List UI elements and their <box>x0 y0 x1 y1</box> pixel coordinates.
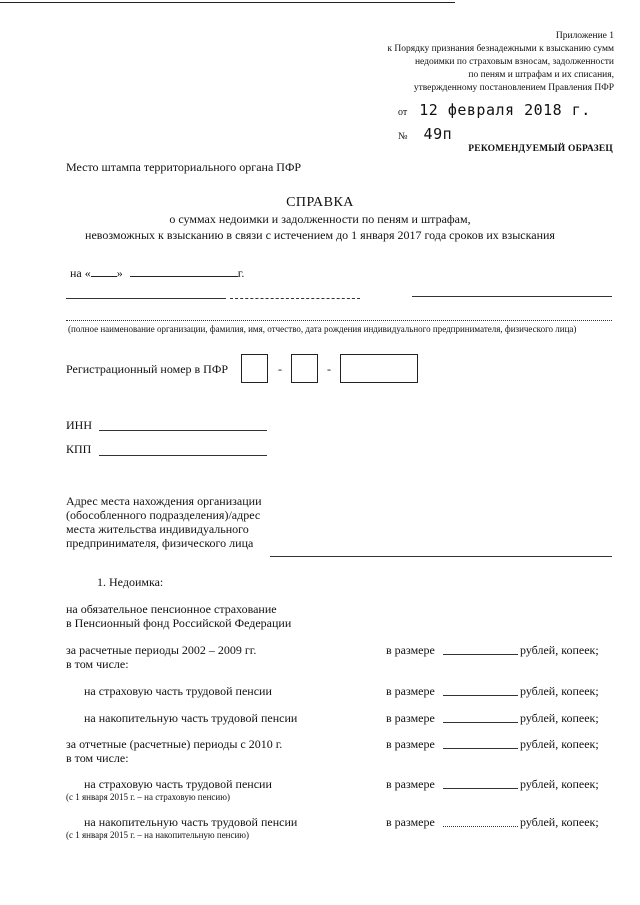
periods-2010-label <box>66 737 282 765</box>
section-heading: 1. Недоимка: <box>97 575 164 589</box>
amount-suffix: рублей, копеек; <box>520 643 599 657</box>
document-subtitle-line: о суммах недоимки и задолженности по пеням и штрафам, <box>169 212 471 226</box>
month-year-field[interactable] <box>130 265 238 277</box>
amount-prefix: в размере <box>386 684 435 698</box>
row-label-line: за отчетные (расчетные) периоды с 2010 г. <box>66 737 283 751</box>
as-of-quote: » <box>116 266 123 280</box>
document-subtitle-line: невозможных к взысканию в связи с истечением до 1 января 2017 года сроков их взыскания <box>85 228 555 242</box>
amount-suffix: рублей, копеек; <box>520 815 599 829</box>
appendix-line: утвержденному постановлением Правления ПФР <box>413 83 614 93</box>
appendix-line: по пеням и штрафам и их списания, <box>468 70 614 80</box>
amount-field-2010[interactable] <box>443 748 518 749</box>
fullname-line[interactable] <box>66 298 226 299</box>
fullname-line[interactable] <box>230 298 360 299</box>
row-label-line: в том числе: <box>66 657 129 671</box>
amount-prefix: в размере <box>386 737 435 751</box>
amount-suffix: рублей, копеек; <box>520 737 599 751</box>
insurance-part-note: (с 1 января 2015 г. – на страховую пенсию) <box>66 792 230 802</box>
amount-field-insurance-2010[interactable] <box>443 788 518 789</box>
amount-field-insurance-2002[interactable] <box>443 695 518 696</box>
sample-label: РЕКОМЕНДУЕМЫЙ ОБРАЗЕЦ <box>468 144 613 154</box>
insurance-part-label: на страховую часть трудовой пенсии <box>84 777 272 791</box>
inn-label: ИНН <box>66 418 92 432</box>
amount-field-funded-2010[interactable] <box>443 826 518 827</box>
reg-number-box-3[interactable] <box>340 354 418 383</box>
address-label <box>66 494 262 550</box>
row-label-line: за расчетные периоды 2002 – 2009 гг. <box>66 643 257 657</box>
decree-date-value: 12 февраля 2018 г. <box>419 101 591 119</box>
decree-number-prefix: № <box>398 131 408 142</box>
appendix-line: Приложение 1 <box>555 31 614 41</box>
as-of-prefix: на « <box>70 266 91 280</box>
reg-number-box-1[interactable] <box>241 354 268 383</box>
reg-number-box-2[interactable] <box>291 354 318 383</box>
kpp-label: КПП <box>66 442 92 456</box>
fullname-caption: (полное наименование организации, фамилия, имя, отчество, дата рождения индивидуального предпринимателя, физического лица) <box>68 324 577 334</box>
amount-field-2002-2009[interactable] <box>443 654 518 655</box>
fullname-line[interactable] <box>66 320 612 321</box>
reg-number-separator: - <box>327 362 331 376</box>
appendix-header <box>274 30 614 95</box>
pension-insurance-heading <box>66 602 291 630</box>
appendix-line: недоимки по страховым взносам, задолженности <box>414 57 614 67</box>
stamp-place: Место штампа территориального органа ПФР <box>66 160 302 174</box>
decree-number-value: 49п <box>423 125 453 143</box>
funded-part-label: на накопительную часть трудовой пенсии <box>84 815 298 829</box>
amount-prefix: в размере <box>386 643 435 657</box>
inn-field[interactable] <box>99 430 267 431</box>
amount-prefix: в размере <box>386 777 435 791</box>
day-field[interactable] <box>91 265 117 277</box>
amount-field-funded-2002[interactable] <box>443 722 518 723</box>
reg-number-label: Регистрационный номер в ПФР <box>66 362 228 376</box>
reg-number-separator: - <box>278 362 282 376</box>
periods-2002-2009-label <box>66 643 256 671</box>
pension-heading-line: в Пенсионный фонд Российской Федерации <box>66 616 292 630</box>
insurance-part-label: на страховую часть трудовой пенсии <box>84 684 272 698</box>
top-rule <box>0 2 455 3</box>
decree-number <box>398 124 452 143</box>
amount-suffix: рублей, копеек; <box>520 711 599 725</box>
funded-part-label: на накопительную часть трудовой пенсии <box>84 711 298 725</box>
address-label-line: Адрес места нахождения организации <box>66 494 262 508</box>
pension-heading-line: на обязательное пенсионное страхование <box>66 602 277 616</box>
address-label-line: места жительства индивидуального <box>66 522 249 536</box>
decree-date <box>398 100 591 119</box>
address-field[interactable] <box>270 556 612 557</box>
address-label-line: (обособленного подразделения)/адрес <box>66 508 261 522</box>
appendix-line: к Порядку признания безнадежными к взысканию сумм <box>387 44 614 54</box>
funded-part-note: (с 1 января 2015 г. – на накопительную пенсию) <box>66 830 250 840</box>
as-of-suffix: г. <box>237 266 245 280</box>
address-label-line: предпринимателя, физического лица <box>66 536 254 550</box>
amount-suffix: рублей, копеек; <box>520 777 599 791</box>
fullname-line[interactable] <box>412 296 612 297</box>
row-label-line: в том числе: <box>66 751 129 765</box>
decree-date-prefix: от <box>398 107 408 118</box>
kpp-field[interactable] <box>99 455 267 456</box>
amount-prefix: в размере <box>386 815 435 829</box>
as-of-date <box>70 265 244 281</box>
amount-suffix: рублей, копеек; <box>520 684 599 698</box>
amount-prefix: в размере <box>386 711 435 725</box>
document-title: СПРАВКА <box>286 195 354 210</box>
